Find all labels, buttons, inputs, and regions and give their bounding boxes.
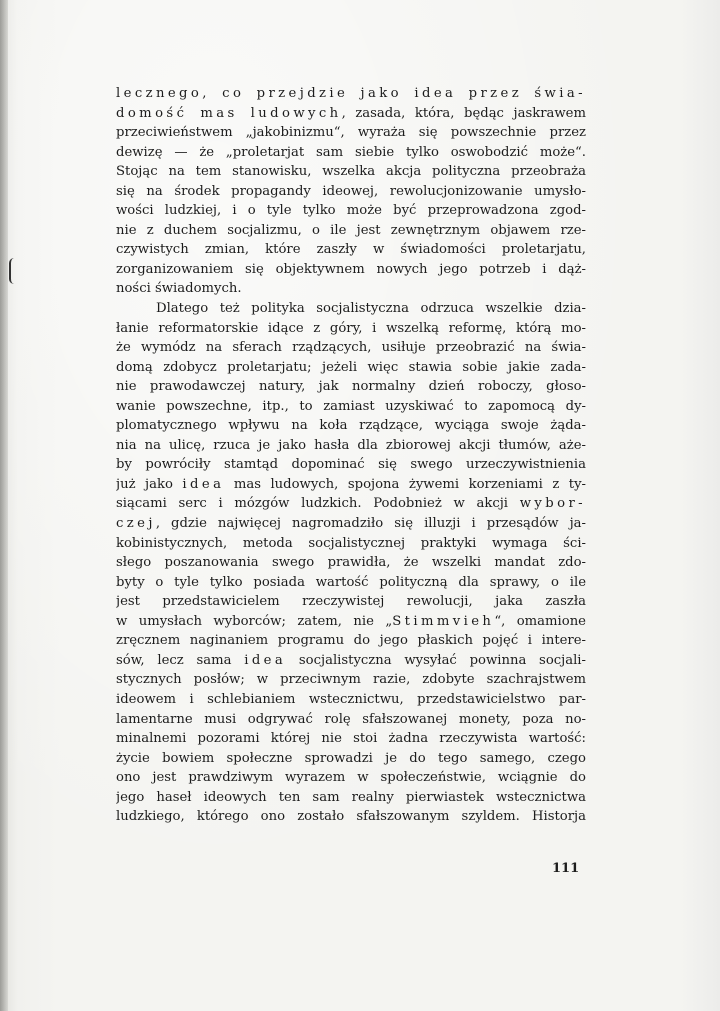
text-line: lamentarne musi odgrywać rolę sfałszowanej monety, poza no- xyxy=(116,711,586,727)
text-line: słego poszanowania swego prawidła, że wszelki mandat zdo- xyxy=(116,555,586,571)
text-line-paragraph-start: Dlatego też polityka socjalistyczna odrzuca wszelkie dzia- xyxy=(156,301,586,317)
text-span: , gdzie najwięcej nagromadziło się illuzji i przesądów ja- xyxy=(155,516,586,532)
text-line: byty o tyle tylko posiada wartość polityczną dla sprawy, o ile xyxy=(116,574,586,590)
text-line: nia na ulicę, rzuca je jako hasła dla zbiorowej akcji tłumów, aże- xyxy=(116,437,586,453)
text-span: “, omamione xyxy=(494,613,586,629)
text-line: przeciwieństwem „jakobinizmu“, wyraża się powszechnie przez xyxy=(116,125,586,141)
text-line: minalnemi pozorami której nie stoi żadna rzeczywista wartość: xyxy=(116,731,586,747)
text-line xyxy=(116,514,586,534)
page-binding-edge xyxy=(0,0,8,1011)
emphasis-spaced: czej xyxy=(116,516,156,532)
text-line: że wymódz na sferach rządzących, usiłuje przeobrazić na świa- xyxy=(116,340,586,356)
text-line: nie prawodawczej natury, jak normalny dzień roboczy, głoso- xyxy=(116,379,586,395)
text-line: nie z duchem socjalizmu, o ile jest zewnętrznym objawem rze- xyxy=(116,222,586,238)
text-line: stycznych posłów; w przeciwnym razie, zdobyte szachrajstwem xyxy=(116,672,586,688)
text-line: Stojąc na tem stanowisku, wszelka akcja polityczna przeobraża xyxy=(116,164,586,180)
emphasis-spaced: idea xyxy=(182,476,225,492)
margin-bracket-mark xyxy=(9,258,14,284)
text-line: czywistych zmian, które zaszły w świadomości proletarjatu, xyxy=(116,242,586,258)
text-line: jest przedstawicielem rzeczywistej rewolucji, jaka zaszła xyxy=(116,594,586,610)
text-line: ideowem i schlebianiem wstecznictwu, przedstawicielstwo par- xyxy=(116,691,586,707)
emphasis-spaced: idea xyxy=(244,652,287,668)
text-span: socjalistyczna wysyłać powinna socjali- xyxy=(286,652,586,668)
emphasis-spaced: Stimmvieh xyxy=(392,613,495,629)
text-line: łanie reformatorskie idące z góry, i wszelką reformę, którą mo- xyxy=(116,320,586,336)
text-line xyxy=(116,104,586,124)
text-span: już jako xyxy=(116,476,183,492)
text-line xyxy=(116,494,586,514)
text-line xyxy=(116,651,586,671)
text-span: siącami serc i mózgów ludzkich. Podobnież w akcji xyxy=(116,496,520,512)
text-span: w umysłach wyborców; zatem, nie „ xyxy=(116,613,393,629)
text-line: kobinistycznych, metoda socjalistycznej praktyki wymaga ści- xyxy=(116,535,586,551)
text-line: plomatycznego wpływu na koła rządzące, wyciąga swoje żąda- xyxy=(116,418,586,434)
text-line: wości ludzkiej, i o tyle tylko może być przeprowadzona zgod- xyxy=(116,203,586,219)
text-line: jego haseł ideowych ten sam realny pierwiastek wstecznictwa xyxy=(116,789,586,805)
text-line: lecznego, co przejdzie jako idea przez świa- xyxy=(116,86,586,101)
page-number: 111 xyxy=(552,861,580,876)
text-line: domą zdobycz proletarjatu; jeżeli więc stawia sobie jakie zada- xyxy=(116,359,586,375)
text-span: mas ludowych, spojona żywemi korzeniami z ty- xyxy=(224,476,586,492)
text-line: ono jest prawdziwym wyrazem w społeczeństwie, wciągnie do xyxy=(116,770,586,786)
text-line: ludzkiego, którego ono zostało sfałszowanym szyldem. Historja xyxy=(116,809,586,825)
emphasis-spaced: domość mas ludowych xyxy=(116,105,342,121)
text-span: sów, lecz sama xyxy=(116,652,245,668)
text-span: , zasada, która, będąc jaskrawem xyxy=(341,105,586,121)
text-line: by powróciły stamtąd dopominać się swego urzeczywistnienia xyxy=(116,457,586,473)
emphasis-spaced: wybor- xyxy=(519,496,586,512)
text-line xyxy=(116,475,586,495)
text-line: wanie powszechne, itp., to zamiast uzyskiwać to zapomocą dy- xyxy=(116,398,586,414)
text-line xyxy=(116,612,586,632)
text-line: się na środek propagandy ideowej, rewolucjonizowanie umysło- xyxy=(116,183,586,199)
text-line: życie bowiem społeczne sprowadzi je do tego samego, czego xyxy=(116,750,586,766)
text-line: zorganizowaniem się objektywnem nowych jego potrzeb i dąż- xyxy=(116,261,586,277)
text-line: ności świadomych. xyxy=(116,281,242,297)
body-text xyxy=(116,84,586,827)
text-line: zręcznem naginaniem programu do jego płaskich pojęć i interе- xyxy=(116,633,586,649)
text-line: dewizę — że „proletarjat sam siebie tylko oswobodzić może“. xyxy=(116,144,586,160)
